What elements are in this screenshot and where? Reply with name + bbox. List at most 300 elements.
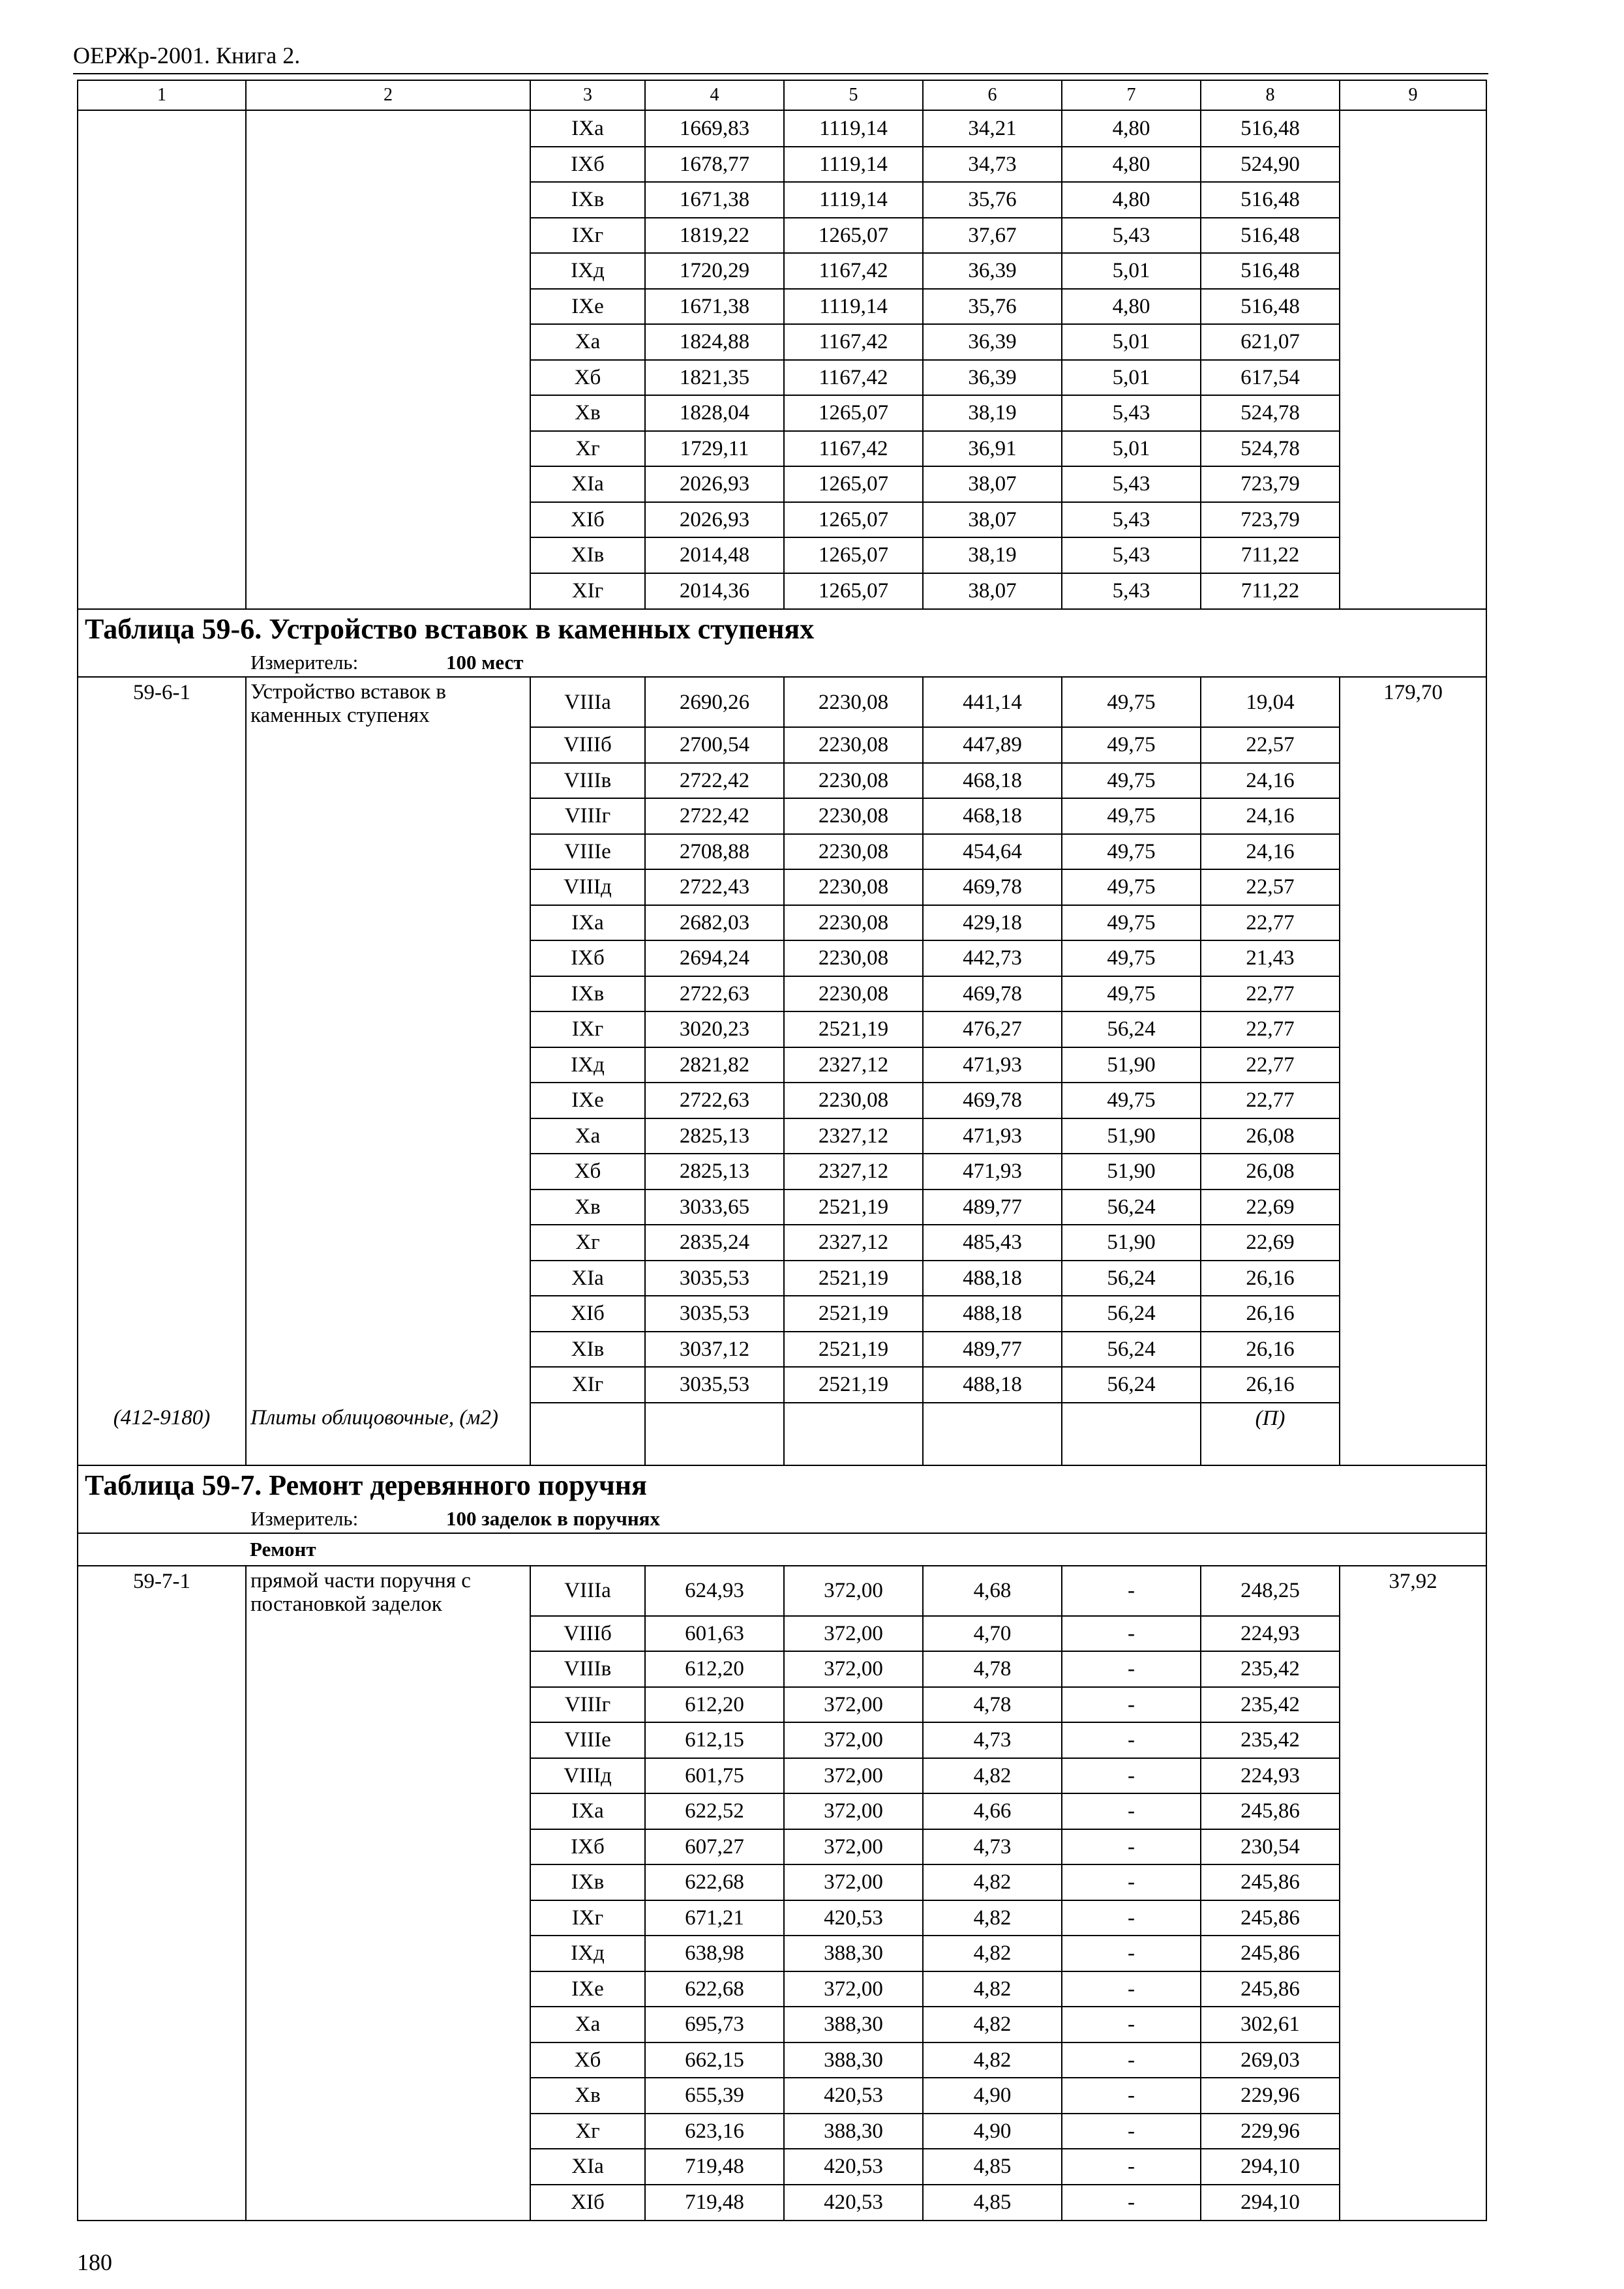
materials-cost-cell: 24,16 — [1201, 798, 1340, 834]
operators-wage-cell: 4,80 — [1062, 182, 1201, 218]
labor-cost-cell: 388,30 — [784, 2007, 923, 2042]
machine-cost-cell: 469,78 — [923, 976, 1062, 1012]
materials-cost-cell: 19,04 — [1201, 677, 1340, 727]
row-code-cell — [78, 1722, 246, 1758]
labor-hours-cell — [1340, 940, 1486, 976]
zone-cell: XIв — [530, 537, 645, 573]
row-name-cell — [246, 869, 530, 905]
operators-wage-cell: - — [1062, 1651, 1201, 1687]
labor-cost-cell: 2327,12 — [784, 1047, 923, 1083]
materials-cost-cell: 524,78 — [1201, 395, 1340, 431]
operators-wage-cell: 5,43 — [1062, 537, 1201, 573]
total-cost-cell: 2722,42 — [645, 798, 784, 834]
table-row — [78, 2042, 1486, 2078]
labor-cost-cell: 2521,19 — [784, 1189, 923, 1225]
labor-cost-cell: 1167,42 — [784, 360, 923, 396]
row-code-cell — [78, 395, 246, 431]
total-cost-cell: 1671,38 — [645, 182, 784, 218]
row-name-cell — [246, 466, 530, 502]
labor-cost-cell: 420,53 — [784, 2078, 923, 2114]
total-cost-cell: 607,27 — [645, 1829, 784, 1865]
labor-hours-cell — [1340, 1011, 1486, 1047]
table-row — [78, 218, 1486, 254]
total-cost-cell: 2682,03 — [645, 905, 784, 941]
row-code-cell — [78, 798, 246, 834]
row-name-cell — [246, 1118, 530, 1154]
materials-cost-cell: 26,16 — [1201, 1332, 1340, 1368]
total-cost-cell: 2026,93 — [645, 502, 784, 538]
row-code-cell — [78, 1651, 246, 1687]
zone-cell: Xа — [530, 1118, 645, 1154]
operators-wage-cell: - — [1062, 1616, 1201, 1652]
row-name-cell — [246, 1936, 530, 1971]
machine-cost-cell: 488,18 — [923, 1367, 1062, 1403]
row-code-cell — [78, 1047, 246, 1083]
materials-cost-cell: 516,48 — [1201, 182, 1340, 218]
labor-hours-cell — [1340, 1936, 1486, 1971]
machine-cost-cell: 4,78 — [923, 1651, 1062, 1687]
machine-cost-cell: 4,82 — [923, 1864, 1062, 1900]
row-name-cell — [246, 502, 530, 538]
machine-cost-cell: 37,67 — [923, 218, 1062, 254]
labor-hours-cell — [1340, 727, 1486, 763]
labor-hours-cell — [1340, 110, 1486, 147]
row-code-cell — [78, 253, 246, 289]
labor-cost-cell: 1119,14 — [784, 110, 923, 147]
row-code-cell — [78, 763, 246, 799]
row-name-cell — [246, 395, 530, 431]
zone-cell: VIIIб — [530, 727, 645, 763]
labor-hours-cell — [1340, 1118, 1486, 1154]
total-cost-cell: 1729,11 — [645, 431, 784, 467]
labor-cost-cell: 420,53 — [784, 2149, 923, 2185]
page-number: 180 — [77, 2249, 112, 2275]
total-cost-cell: 2825,13 — [645, 1118, 784, 1154]
table-59-7-title — [78, 1465, 1486, 1505]
table-row — [78, 1829, 1486, 1865]
labor-hours-cell — [1340, 1332, 1486, 1368]
machine-cost-cell: 4,82 — [923, 2042, 1062, 2078]
table-row — [78, 1722, 1486, 1758]
operators-wage-cell: 5,43 — [1062, 573, 1201, 610]
table-row — [78, 324, 1486, 360]
row-name-cell — [246, 1829, 530, 1865]
zone-cell: IXа — [530, 1793, 645, 1829]
row-code-cell — [78, 573, 246, 610]
machine-cost-cell: 34,21 — [923, 110, 1062, 147]
zone-cell: VIIIе — [530, 1722, 645, 1758]
column-number-4: 4 — [645, 80, 784, 110]
machine-cost-cell: 468,18 — [923, 798, 1062, 834]
header-rule — [73, 73, 1488, 74]
row-code-cell — [78, 1189, 246, 1225]
materials-cost-cell: 22,77 — [1201, 976, 1340, 1012]
measure-cell — [78, 649, 1486, 677]
zone-cell: VIIIг — [530, 1687, 645, 1723]
page-header: ОЕРЖр-2001. Книга 2. — [73, 42, 301, 68]
labor-cost-cell: 2230,08 — [784, 798, 923, 834]
row-code-cell — [78, 1296, 246, 1332]
table-row — [78, 1296, 1486, 1332]
row-name-cell — [246, 289, 530, 325]
table-row — [78, 1971, 1486, 2007]
zone-cell: VIIIа — [530, 1566, 645, 1616]
row-code-cell — [78, 1793, 246, 1829]
row-code-cell — [78, 1083, 246, 1118]
materials-cost-cell: 516,48 — [1201, 110, 1340, 147]
total-cost-cell: 638,98 — [645, 1936, 784, 1971]
labor-cost-cell: 372,00 — [784, 1687, 923, 1723]
table-row — [78, 1687, 1486, 1723]
machine-cost-cell: 471,93 — [923, 1047, 1062, 1083]
table-row — [78, 395, 1486, 431]
total-cost-cell: 3035,53 — [645, 1296, 784, 1332]
labor-cost-cell: 372,00 — [784, 1971, 923, 2007]
labor-hours-cell — [1340, 1758, 1486, 1794]
resource-blank-cell — [645, 1403, 784, 1465]
resource-material-mark: (П) — [1201, 1403, 1340, 1465]
labor-hours-cell — [1340, 2149, 1486, 2185]
resource-code: (412-9180) — [78, 1403, 246, 1465]
table-row — [78, 1651, 1486, 1687]
labor-cost-cell: 420,53 — [784, 1900, 923, 1936]
total-cost-cell: 612,20 — [645, 1651, 784, 1687]
total-cost-cell: 1669,83 — [645, 110, 784, 147]
total-cost-cell: 2014,48 — [645, 537, 784, 573]
labor-hours-cell: 37,92 — [1340, 1566, 1486, 1616]
row-name-cell — [246, 2007, 530, 2042]
row-name-cell — [246, 1261, 530, 1296]
labor-cost-cell: 2327,12 — [784, 1118, 923, 1154]
zone-cell: VIIIд — [530, 869, 645, 905]
row-name-cell — [246, 324, 530, 360]
row-code-cell: 59-6-1 — [78, 677, 246, 727]
operators-wage-cell: 5,43 — [1062, 218, 1201, 254]
operators-wage-cell: - — [1062, 2042, 1201, 2078]
labor-cost-cell: 1167,42 — [784, 324, 923, 360]
materials-cost-cell: 22,57 — [1201, 869, 1340, 905]
zone-cell: Xа — [530, 324, 645, 360]
materials-cost-cell: 516,48 — [1201, 253, 1340, 289]
materials-cost-cell: 245,86 — [1201, 1864, 1340, 1900]
row-name-cell: прямой части поручня с постановкой заделок — [246, 1566, 530, 1616]
operators-wage-cell: 49,75 — [1062, 677, 1201, 727]
zone-cell: IXг — [530, 218, 645, 254]
table-row — [78, 573, 1486, 610]
labor-hours-cell — [1340, 147, 1486, 183]
table-row — [78, 976, 1486, 1012]
operators-wage-cell: 49,75 — [1062, 976, 1201, 1012]
total-cost-cell: 1828,04 — [645, 395, 784, 431]
resource-blank-cell — [784, 1403, 923, 1465]
operators-wage-cell: - — [1062, 2007, 1201, 2042]
operators-wage-cell: 5,01 — [1062, 360, 1201, 396]
materials-cost-cell: 22,77 — [1201, 905, 1340, 941]
zone-cell: Xб — [530, 2042, 645, 2078]
row-name-cell — [246, 1154, 530, 1189]
row-name-cell — [246, 976, 530, 1012]
labor-cost-cell: 2521,19 — [784, 1367, 923, 1403]
row-code-cell — [78, 1118, 246, 1154]
labor-cost-cell: 372,00 — [784, 1793, 923, 1829]
table-row — [78, 431, 1486, 467]
row-code-cell — [78, 834, 246, 870]
labor-cost-cell: 1119,14 — [784, 182, 923, 218]
table-row — [78, 1225, 1486, 1261]
column-number-7: 7 — [1062, 80, 1201, 110]
machine-cost-cell: 35,76 — [923, 182, 1062, 218]
labor-cost-cell: 2230,08 — [784, 976, 923, 1012]
operators-wage-cell: - — [1062, 1758, 1201, 1794]
row-name-cell — [246, 798, 530, 834]
zone-cell: IXг — [530, 1900, 645, 1936]
labor-cost-cell: 2521,19 — [784, 1296, 923, 1332]
operators-wage-cell: 5,01 — [1062, 253, 1201, 289]
row-name-cell — [246, 1758, 530, 1794]
labor-hours-cell — [1340, 1225, 1486, 1261]
zone-cell: IXб — [530, 147, 645, 183]
labor-cost-cell: 372,00 — [784, 1864, 923, 1900]
table-row — [78, 1900, 1486, 1936]
total-cost-cell: 622,68 — [645, 1864, 784, 1900]
machine-cost-cell: 4,85 — [923, 2149, 1062, 2185]
column-number-row — [78, 80, 1486, 110]
row-code-cell — [78, 869, 246, 905]
labor-cost-cell: 1119,14 — [784, 289, 923, 325]
labor-cost-cell: 2327,12 — [784, 1154, 923, 1189]
zone-cell: Xв — [530, 2078, 645, 2114]
total-cost-cell: 624,93 — [645, 1566, 784, 1616]
labor-cost-cell: 1167,42 — [784, 431, 923, 467]
total-cost-cell: 1824,88 — [645, 324, 784, 360]
labor-cost-cell: 372,00 — [784, 1651, 923, 1687]
labor-hours-cell — [1340, 502, 1486, 538]
zone-cell: IXв — [530, 182, 645, 218]
machine-cost-cell: 34,73 — [923, 147, 1062, 183]
row-name-cell — [246, 1651, 530, 1687]
operators-wage-cell: 51,90 — [1062, 1225, 1201, 1261]
machine-cost-cell: 489,77 — [923, 1332, 1062, 1368]
table-row — [78, 905, 1486, 941]
labor-cost-cell: 2521,19 — [784, 1332, 923, 1368]
zone-cell: IXд — [530, 253, 645, 289]
total-cost-cell: 2835,24 — [645, 1225, 784, 1261]
total-cost-cell: 2722,63 — [645, 1083, 784, 1118]
labor-cost-cell: 2230,08 — [784, 834, 923, 870]
column-number-9: 9 — [1340, 80, 1486, 110]
labor-hours-cell — [1340, 324, 1486, 360]
row-code-cell — [78, 2149, 246, 2185]
operators-wage-cell: 49,75 — [1062, 798, 1201, 834]
row-name-cell: Устройство вставок в каменных ступенях — [246, 677, 530, 727]
machine-cost-cell: 4,82 — [923, 1900, 1062, 1936]
labor-hours-cell — [1340, 395, 1486, 431]
table-row — [78, 253, 1486, 289]
labor-hours-cell — [1340, 1189, 1486, 1225]
machine-cost-cell: 4,70 — [923, 1616, 1062, 1652]
zone-cell: VIIIе — [530, 834, 645, 870]
table-row — [78, 1367, 1486, 1403]
zone-cell: IXд — [530, 1047, 645, 1083]
zone-cell: IXг — [530, 1011, 645, 1047]
column-number-8: 8 — [1201, 80, 1340, 110]
row-code-cell: 59-7-1 — [78, 1566, 246, 1616]
row-code-cell — [78, 1864, 246, 1900]
row-name-cell — [246, 905, 530, 941]
row-name-cell — [246, 253, 530, 289]
labor-hours-cell — [1340, 2042, 1486, 2078]
machine-cost-cell: 429,18 — [923, 905, 1062, 941]
labor-cost-cell: 2521,19 — [784, 1261, 923, 1296]
operators-wage-cell: - — [1062, 1971, 1201, 2007]
zone-cell: XIб — [530, 502, 645, 538]
total-cost-cell: 2694,24 — [645, 940, 784, 976]
row-name-cell — [246, 431, 530, 467]
row-name-cell — [246, 1011, 530, 1047]
operators-wage-cell: 5,43 — [1062, 395, 1201, 431]
materials-cost-cell: 294,10 — [1201, 2185, 1340, 2221]
total-cost-cell: 2700,54 — [645, 727, 784, 763]
row-code-cell — [78, 1154, 246, 1189]
labor-cost-cell: 2230,08 — [784, 1083, 923, 1118]
table-59-6-title — [78, 609, 1486, 649]
row-name-cell — [246, 360, 530, 396]
materials-cost-cell: 516,48 — [1201, 289, 1340, 325]
labor-cost-cell: 372,00 — [784, 1758, 923, 1794]
table-59-6-measure — [78, 649, 1486, 677]
zone-cell: VIIIа — [530, 677, 645, 727]
table-row — [78, 1189, 1486, 1225]
row-code-cell — [78, 1971, 246, 2007]
operators-wage-cell: 49,75 — [1062, 905, 1201, 941]
machine-cost-cell: 38,19 — [923, 395, 1062, 431]
operators-wage-cell: - — [1062, 2114, 1201, 2149]
zone-cell: IXв — [530, 1864, 645, 1900]
materials-cost-cell: 516,48 — [1201, 218, 1340, 254]
operators-wage-cell: 56,24 — [1062, 1296, 1201, 1332]
materials-cost-cell: 22,77 — [1201, 1047, 1340, 1083]
operators-wage-cell: 51,90 — [1062, 1047, 1201, 1083]
resource-name: Плиты облицовочные, (м2) — [246, 1403, 530, 1465]
operators-wage-cell: 49,75 — [1062, 1083, 1201, 1118]
table-row — [78, 834, 1486, 870]
zone-cell: XIб — [530, 1296, 645, 1332]
labor-hours-cell — [1340, 466, 1486, 502]
total-cost-cell: 695,73 — [645, 2007, 784, 2042]
row-name-cell — [246, 1047, 530, 1083]
table-row — [78, 1566, 1486, 1616]
machine-cost-cell: 471,93 — [923, 1154, 1062, 1189]
operators-wage-cell: - — [1062, 1900, 1201, 1936]
materials-cost-cell: 224,93 — [1201, 1758, 1340, 1794]
labor-hours-cell — [1340, 869, 1486, 905]
row-name-cell — [246, 2149, 530, 2185]
labor-hours-cell — [1340, 2078, 1486, 2114]
labor-cost-cell: 372,00 — [784, 1722, 923, 1758]
materials-cost-cell: 22,69 — [1201, 1189, 1340, 1225]
table-row — [78, 1118, 1486, 1154]
machine-cost-cell: 4,82 — [923, 1758, 1062, 1794]
operators-wage-cell: - — [1062, 2078, 1201, 2114]
row-code-cell — [78, 1687, 246, 1723]
total-cost-cell: 2014,36 — [645, 573, 784, 610]
machine-cost-cell: 38,07 — [923, 573, 1062, 610]
table-row — [78, 940, 1486, 976]
total-cost-cell: 2722,43 — [645, 869, 784, 905]
table-row — [78, 1261, 1486, 1296]
labor-hours-cell — [1340, 2185, 1486, 2221]
labor-hours-cell — [1340, 182, 1486, 218]
materials-cost-cell: 245,86 — [1201, 1936, 1340, 1971]
machine-cost-cell: 4,90 — [923, 2114, 1062, 2149]
machine-cost-cell: 468,18 — [923, 763, 1062, 799]
table-row — [78, 1758, 1486, 1794]
labor-cost-cell: 372,00 — [784, 1566, 923, 1616]
labor-hours-cell — [1340, 1687, 1486, 1723]
labor-cost-cell: 1119,14 — [784, 147, 923, 183]
machine-cost-cell: 471,93 — [923, 1118, 1062, 1154]
materials-cost-cell: 621,07 — [1201, 324, 1340, 360]
total-cost-cell: 2825,13 — [645, 1154, 784, 1189]
table-row — [78, 1011, 1486, 1047]
materials-cost-cell: 235,42 — [1201, 1722, 1340, 1758]
labor-hours-cell — [1340, 1722, 1486, 1758]
operators-wage-cell: 56,24 — [1062, 1189, 1201, 1225]
zone-cell: IXа — [530, 110, 645, 147]
operators-wage-cell: 56,24 — [1062, 1261, 1201, 1296]
materials-cost-cell: 21,43 — [1201, 940, 1340, 976]
operators-wage-cell: 49,75 — [1062, 869, 1201, 905]
total-cost-cell: 3037,12 — [645, 1332, 784, 1368]
operators-wage-cell: - — [1062, 1864, 1201, 1900]
table-row — [78, 289, 1486, 325]
table-row — [78, 147, 1486, 183]
total-cost-cell: 2026,93 — [645, 466, 784, 502]
materials-cost-cell: 22,77 — [1201, 1083, 1340, 1118]
table-row — [78, 502, 1486, 538]
subheading-label: Ремонт — [246, 1533, 1486, 1566]
zone-cell: IXб — [530, 940, 645, 976]
labor-cost-cell: 2230,08 — [784, 677, 923, 727]
total-cost-cell: 1678,77 — [645, 147, 784, 183]
row-code-cell — [78, 1758, 246, 1794]
total-cost-cell: 655,39 — [645, 2078, 784, 2114]
labor-hours-cell — [1340, 360, 1486, 396]
row-code-cell — [78, 1936, 246, 1971]
row-name-cell — [246, 110, 530, 147]
row-name-cell — [246, 727, 530, 763]
machine-cost-cell: 476,27 — [923, 1011, 1062, 1047]
materials-cost-cell: 26,16 — [1201, 1296, 1340, 1332]
labor-cost-cell: 372,00 — [784, 1829, 923, 1865]
machine-cost-cell: 4,82 — [923, 2007, 1062, 2042]
total-cost-cell: 719,48 — [645, 2149, 784, 2185]
column-number-6: 6 — [923, 80, 1062, 110]
operators-wage-cell: 4,80 — [1062, 289, 1201, 325]
row-name-cell — [246, 1296, 530, 1332]
row-code-cell — [78, 1616, 246, 1652]
total-cost-cell: 622,52 — [645, 1793, 784, 1829]
operators-wage-cell: 4,80 — [1062, 147, 1201, 183]
measure-cell — [78, 1505, 1486, 1533]
labor-hours-cell — [1340, 2007, 1486, 2042]
materials-cost-cell: 230,54 — [1201, 1829, 1340, 1865]
total-cost-cell: 2821,82 — [645, 1047, 784, 1083]
labor-hours-cell — [1340, 2114, 1486, 2149]
labor-hours-cell — [1340, 289, 1486, 325]
materials-cost-cell: 235,42 — [1201, 1687, 1340, 1723]
materials-cost-cell: 229,96 — [1201, 2114, 1340, 2149]
